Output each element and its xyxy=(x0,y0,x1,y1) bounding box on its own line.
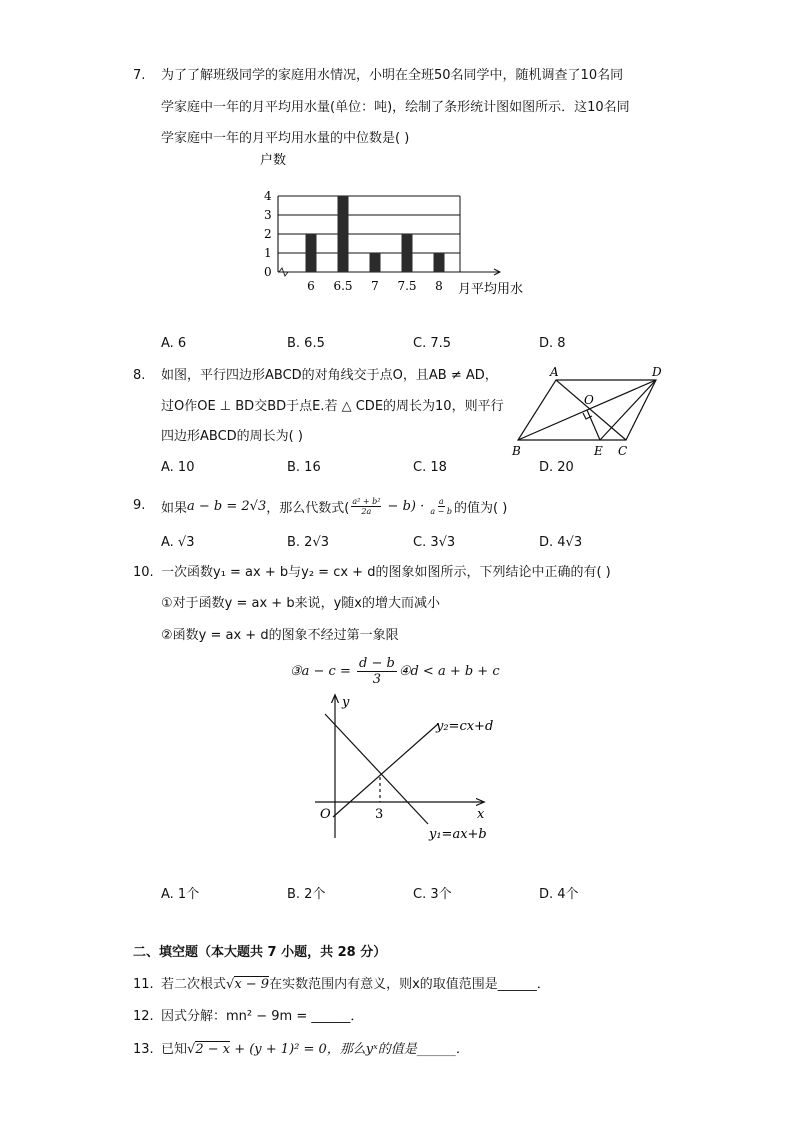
chart-xtick-label: 8 xyxy=(435,279,443,293)
q10-function-graph xyxy=(300,690,500,850)
graph-label-three: 3 xyxy=(375,807,384,822)
q8-option-b[interactable]: B. 16 xyxy=(287,460,321,475)
chart-ytick-label: 2 xyxy=(264,227,272,241)
q10-option-b[interactable]: B. 2个 xyxy=(287,887,326,902)
q7-line-2: 学家庭中一年的月平均用水量(单位：吨)，绘制了条形统计图如图所示．这10名同 xyxy=(161,100,630,115)
q8-line-2: 过O作OE ⊥ BD交BD于点E.若 △ CDE的周长为10，则平行 xyxy=(161,399,504,414)
label-b: B xyxy=(512,444,521,458)
q9-frac2-numerator: a xyxy=(438,496,444,506)
chart-xtick-label: 7 xyxy=(371,279,379,293)
q11-number: 11. xyxy=(133,977,154,992)
q8-option-d[interactable]: D. 20 xyxy=(539,460,574,475)
graph-label-y: y xyxy=(342,695,350,710)
q9-frac1-denominator: 2a xyxy=(361,506,372,516)
q10-option-c[interactable]: C. 3个 xyxy=(413,887,452,902)
q9-option-b[interactable]: B. 2√3 xyxy=(287,535,330,550)
q11-pre: 若二次根式 xyxy=(161,977,227,992)
q9-post: 的值为( ) xyxy=(454,500,508,516)
q13-stem xyxy=(161,1040,469,1060)
section-2-heading: 二、填空题（本大题共 7 小题，共 28 分） xyxy=(133,945,387,960)
q9-option-a[interactable]: A. √3 xyxy=(161,535,195,550)
q9-condition: a − b = 2√3 xyxy=(187,498,267,514)
q10-s3-numerator: d − b xyxy=(359,655,395,671)
graph-label-origin: O xyxy=(320,807,331,822)
q8-line-1: 如图，平行四边形ABCD的对角线交于点O，且AB ≠ AD， xyxy=(161,368,498,383)
q11-post: 在实数范围内有意义，则x的取值范围是______． xyxy=(269,977,550,992)
chart-ytick-label: 0 xyxy=(264,265,272,279)
q10-statements-3-4 xyxy=(290,655,500,687)
q8-option-c[interactable]: C. 18 xyxy=(413,460,447,475)
diagonal-ac xyxy=(556,380,626,440)
segment-de xyxy=(600,380,656,440)
q9-frac2-denominator: a − b xyxy=(430,506,453,516)
label-c: C xyxy=(618,444,628,458)
q10-statement-4: ④d < a + b + c xyxy=(398,663,500,679)
label-o: O xyxy=(584,393,594,407)
q8-parallelogram-figure xyxy=(508,364,678,459)
chart-xtick-label: 6 xyxy=(307,279,315,293)
graph-label-y2: y₂=cx+d xyxy=(436,719,494,734)
q7-bar-chart xyxy=(250,150,550,300)
q9-fraction-1 xyxy=(351,497,381,516)
q10-statement-2: ②函数y = ax + d的图象不经过第一象限 xyxy=(161,628,399,643)
q10-statement-3-pre: ③a − c = xyxy=(290,663,355,679)
q10-option-d[interactable]: D. 4个 xyxy=(539,887,579,902)
graph-label-x: x xyxy=(477,807,485,822)
chart-bar xyxy=(434,253,445,272)
q11-sqrt-sign: √ xyxy=(226,977,235,992)
chart-xtick-label: 7.5 xyxy=(397,279,417,293)
q13-sqrt-sign: √ xyxy=(187,1042,196,1057)
chart-ytick-label: 3 xyxy=(264,208,272,222)
q12-stem: 因式分解：mn² − 9m = ______． xyxy=(161,1009,364,1024)
q7-number: 7. xyxy=(133,68,146,83)
chart-xtick-label: 6.5 xyxy=(333,279,353,293)
q10-option-a[interactable]: A. 1个 xyxy=(161,887,200,902)
q7-line-1: 为了了解班级同学的家庭用水情况，小明在全班50名同学中，随机调查了10名同 xyxy=(161,68,624,83)
segment-oe xyxy=(587,410,600,440)
q9-option-c[interactable]: C. 3√3 xyxy=(413,535,456,550)
q7-option-d[interactable]: D. 8 xyxy=(539,336,566,351)
q10-s3-denominator: 3 xyxy=(372,671,382,687)
q10-number: 10. xyxy=(133,565,154,580)
chart-xlabel: 月平均用水 xyxy=(458,282,524,297)
chart-ytick-label: 4 xyxy=(264,189,272,203)
q7-option-b[interactable]: B. 6.5 xyxy=(287,336,325,351)
q9-stem xyxy=(161,490,507,522)
chart-bar xyxy=(402,234,413,272)
q9-pre: 如果 xyxy=(161,500,188,516)
label-a: A xyxy=(550,365,559,379)
chart-bar xyxy=(306,234,317,272)
q10-statement-3-fraction xyxy=(357,656,397,687)
chart-bar xyxy=(370,253,381,272)
chart-ytick-label: 1 xyxy=(264,246,272,260)
label-e: E xyxy=(594,444,603,458)
q13-number: 13. xyxy=(133,1042,154,1057)
q9-mid: ，那么代数式( xyxy=(266,500,350,516)
q13-post: + (y + 1)² = 0，那么yˣ的值是______． xyxy=(230,1042,469,1057)
q10-statement-1: ①对于函数y = ax + b来说，y随x的增大而减小 xyxy=(161,596,440,611)
q11-stem xyxy=(161,975,550,995)
q9-option-d[interactable]: D. 4√3 xyxy=(539,535,583,550)
q7-line-3: 学家庭中一年的月平均用水量的中位数是( ) xyxy=(161,131,410,146)
q9-frac1-numerator: a² + b² xyxy=(352,496,381,506)
q7-option-a[interactable]: A. 6 xyxy=(161,336,187,351)
q11-radicand: x − 9 xyxy=(234,977,270,992)
q9-minus-b: − b) · xyxy=(383,498,429,514)
chart-ylabel: 户数 xyxy=(260,153,287,168)
q12-number: 12. xyxy=(133,1009,154,1024)
q13-radicand: 2 − x xyxy=(195,1042,231,1057)
q7-option-c[interactable]: C. 7.5 xyxy=(413,336,452,351)
q8-option-a[interactable]: A. 10 xyxy=(161,460,195,475)
chart-bar xyxy=(338,196,349,272)
graph-label-y1: y₁=ax+b xyxy=(429,827,487,842)
line-y2 xyxy=(333,724,438,817)
q9-number: 9. xyxy=(133,498,146,513)
q8-number: 8. xyxy=(133,368,146,383)
label-d: D xyxy=(652,365,662,379)
q10-line-1: 一次函数y₁ = ax + b与y₂ = cx + d的图象如图所示，下列结论中正确的有( ) xyxy=(161,565,611,580)
q13-pre: 已知 xyxy=(161,1042,188,1057)
q9-fraction-2 xyxy=(430,497,452,516)
q8-line-3: 四边形ABCD的周长为( ) xyxy=(161,429,303,444)
